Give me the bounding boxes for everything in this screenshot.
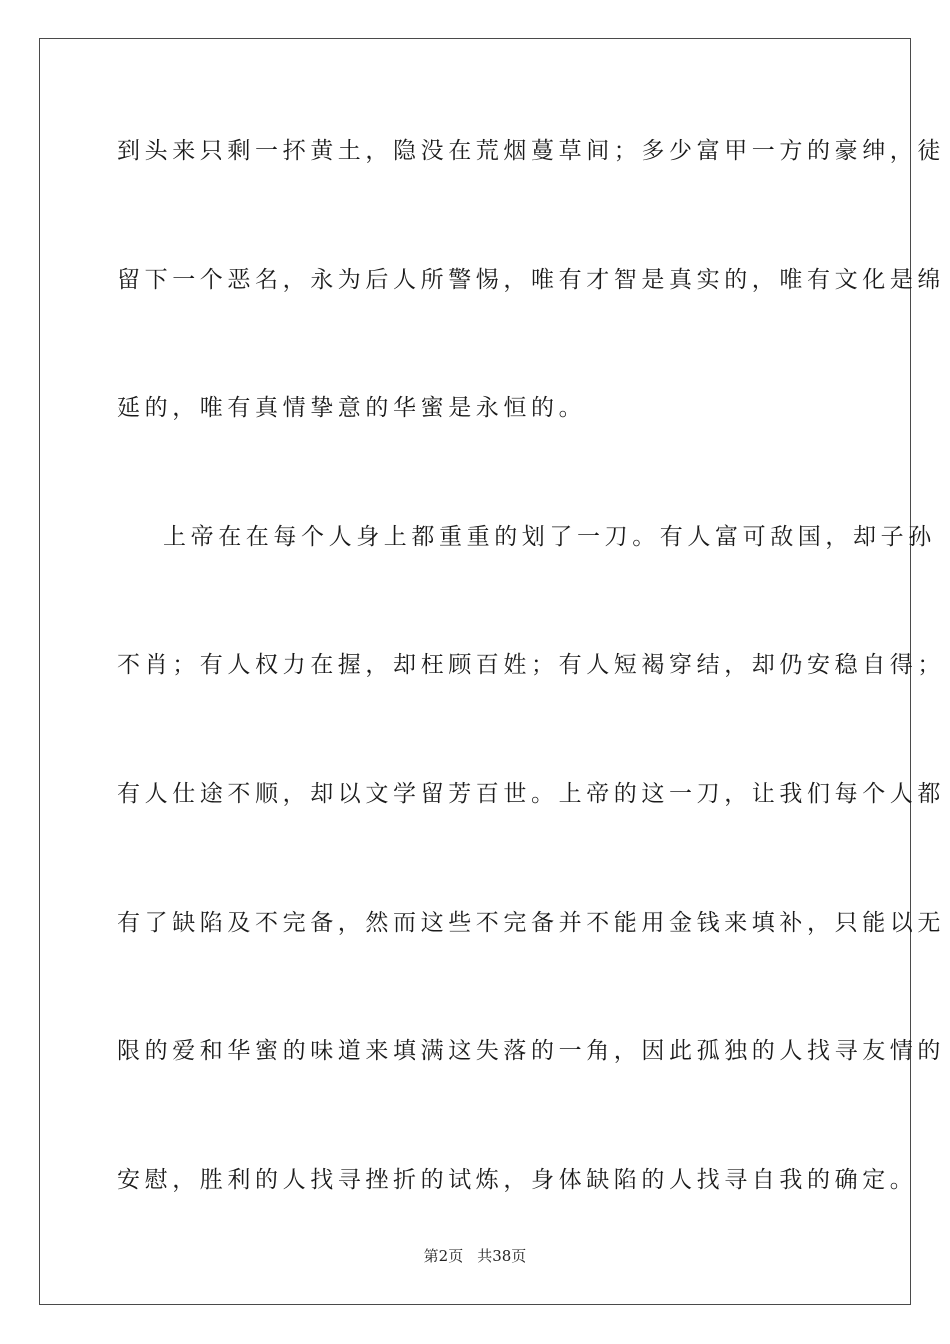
- text-line: 延的，唯有真情挚意的华蜜是永恒的。: [117, 395, 587, 422]
- text-line: 限的爱和华蜜的味道来填满这失落的一角，因此孤独的人找寻友情的: [117, 1038, 945, 1065]
- text-line: 留下一个恶名，永为后人所警惕，唯有才智是真实的，唯有文化是绵: [117, 266, 945, 293]
- page-footer: [0, 1244, 950, 1268]
- text-line: 不肖；有人权力在握，却枉顾百姓；有人短褐穿结，却仍安稳自得；: [117, 652, 945, 679]
- text-line: 到头来只剩一抔黄土，隐没在荒烟蔓草间；多少富甲一方的豪绅，徒: [117, 138, 945, 164]
- document-body: [117, 128, 945, 1285]
- total-page-count: 共38页: [477, 1247, 527, 1265]
- text-line: 安慰，胜利的人找寻挫折的试炼，身体缺陷的人找寻自我的确定。: [117, 1166, 918, 1193]
- paragraph-first-line: 上帝在在每个人身上都重重的划了一刀。有人富可敌国，却子孙: [163, 523, 936, 550]
- text-line: 有了缺陷及不完备，然而这些不完备并不能用金钱来填补，只能以无: [117, 909, 945, 936]
- text-line: 有人仕途不顺，却以文学留芳百世。上帝的这一刀，让我们每个人都: [117, 780, 945, 807]
- current-page-number: 第2页: [423, 1247, 464, 1265]
